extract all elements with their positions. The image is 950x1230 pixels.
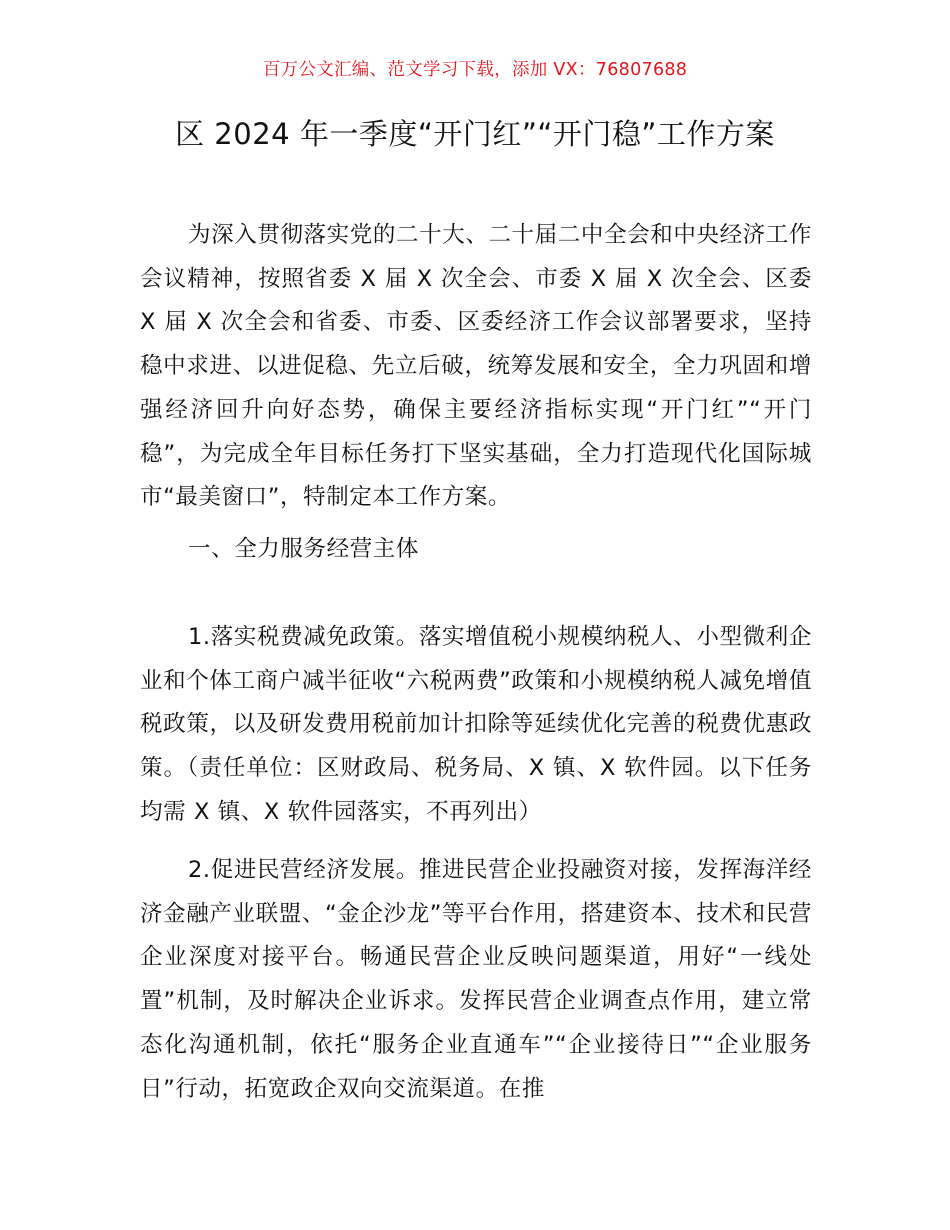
item-1-paragraph: 1.落实税费减免政策。落实增值税小规模纳税人、小型微利企业和个体工商户减半征收“六税两费”政策和小规模纳税人减免增值税政策，以及研发费用税前加计扣除等延续优化完善的税费优惠政策。（责任单位：区财政局、税务局、X 镇、X 软件园。以下任务均需 X 镇、X 软件园落实，不再列出）: [140, 624, 812, 825]
document-title: 区 2024 年一季度“开门红”“开门稳”工作方案: [175, 117, 775, 151]
section-heading-block: [140, 528, 812, 572]
section-1-heading: 一、全力服务经营主体: [188, 536, 420, 562]
header-watermark-note: 百万公文汇编、范文学习下载，添加 VX：76807688: [262, 60, 688, 80]
item-1-block: [140, 616, 812, 835]
item-2-block: [140, 849, 812, 1111]
intro-paragraph-block: [140, 214, 812, 520]
item-2-paragraph: 2.促进民营经济发展。推进民营企业投融资对接，发挥海洋经济金融产业联盟、“金企沙龙”等平台作用，搭建资本、技术和民营企业深度对接平台。畅通民营企业反映问题渠道，用好“一线处置”机制，及时解决企业诉求。发挥民营企业调查点作用，建立常态化沟通机制，依托“服务企业直通车”“企业接待日”“企业服务日”行动，拓宽政企双向交流渠道。在推: [140, 857, 812, 1102]
intro-paragraph: 为深入贯彻落实党的二十大、二十届二中全会和中央经济工作会议精神，按照省委 X 届 X 次全会、市委 X 届 X 次全会、区委 X 届 X 次全会和省委、市委、区委经济工作会议部署要求，坚持稳中求进、以进促稳、先立后破，统筹发展和安全，全力巩固和增强经济回升向好态势，确保主要经济指标实现“开门红”“开门稳”，为完成全年目标任务打下坚实基础，全力打造现代化国际城市“最美窗口”，特制定本工作方案。: [140, 222, 812, 511]
